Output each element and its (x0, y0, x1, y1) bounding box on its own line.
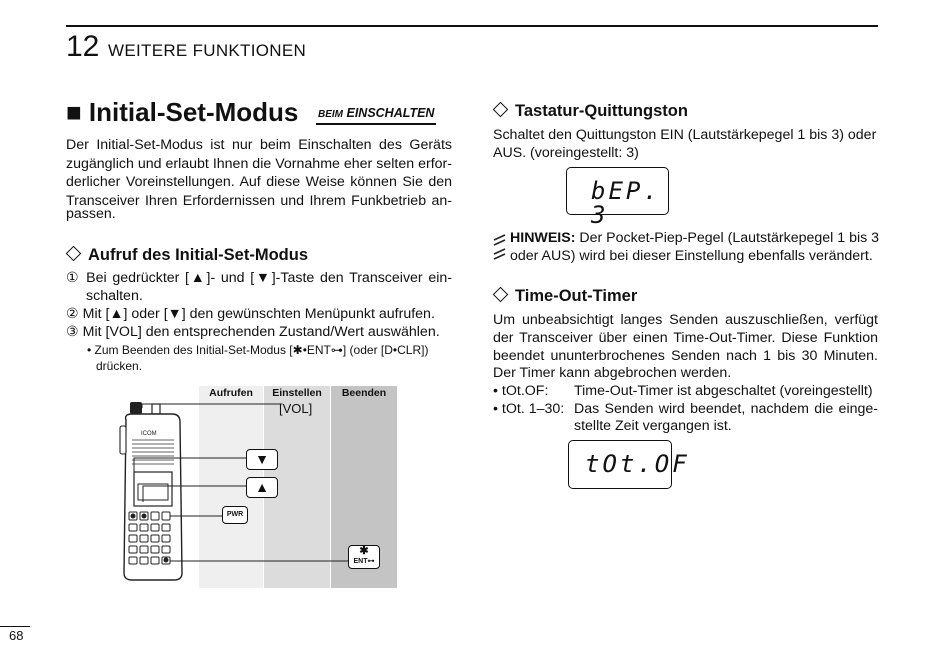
intro-line-1: Der Initial-Set-Modus ist nur beim Einschalten des Geräts (66, 137, 452, 153)
aufruf-step-3: ③ Mit [VOL] den entsprechenden Zustand/Wert auswählen. (66, 324, 440, 340)
intro-line-4: Transceiver Ihren Erfordernissen und Ihrem Funkbetrieb an- (66, 192, 452, 209)
timeout-option-2-key: • tOt. 1–30: (493, 401, 565, 417)
aufruf-heading (66, 245, 308, 265)
beep-lcd (566, 167, 669, 229)
aufruf-step-1a: ① Bei gedrückter [▲]- und [▼]-Taste den Transceiver ein- (66, 270, 452, 286)
vol-label: [VOL] (279, 401, 313, 416)
page-number-rule (0, 626, 30, 627)
column-beenden-label: Beenden (341, 387, 387, 399)
diamond-icon (66, 246, 82, 262)
tastatur-line-1: Schaltet den Quittungston EIN (Lautstärkepegel 1 bis 3) oder (493, 127, 877, 143)
timeout-lcd-text: tOt.OF (585, 450, 690, 478)
aufruf-note-b: drücken. (96, 359, 143, 373)
down-key: ▼ (246, 449, 278, 470)
aufruf-note-a: • Zum Beenden des Initial-Set-Modus [✱•ENT⊶] (oder [D•CLR]) (87, 343, 429, 357)
page-number: 68 (9, 628, 24, 643)
timeout-line-4: Der Timer kann abgebrochen werden. (493, 365, 732, 381)
column-aufrufen-label: Aufrufen (209, 387, 253, 399)
tastatur-heading (493, 101, 688, 121)
section-title: ■ Initial-Set-Modus (66, 97, 299, 127)
chapter-title: WEITERE FUNKTIONEN (108, 41, 307, 60)
section-badge (316, 106, 436, 125)
timeout-option-1-desc: Time-Out-Timer ist abgeschaltet (voreingestellt) (574, 383, 873, 399)
hint-icon (493, 234, 506, 260)
ent-key-symbol: ✱ (359, 545, 369, 557)
tastatur-title: Tastatur-Quittungston (515, 102, 688, 120)
hint-label: HINWEIS: (510, 230, 576, 246)
callout-lines (112, 398, 352, 568)
hint-line-1 (510, 229, 879, 248)
timeout-heading (493, 286, 637, 306)
badge-main: EINSCHALTEN (346, 106, 435, 120)
timeout-option-2-desc-a: Das Senden wird beendet, nachdem die einge- (574, 401, 878, 417)
tastatur-line-2: AUS. (voreingestellt: 3) (493, 145, 639, 161)
aufruf-step-1b: schalten. (86, 288, 143, 304)
diamond-icon (493, 102, 509, 118)
intro-line-5: passen. (66, 206, 116, 222)
timeout-title: Time-Out-Timer (515, 287, 638, 305)
hint-line-2: oder AUS) wird bei dieser Einstellung ebenfalls verändert. (510, 248, 873, 264)
brand-logo: ICOM (141, 431, 157, 437)
beep-lcd-text: bEP. 3 (591, 177, 661, 229)
aufruf-title: Aufruf des Initial-Set-Modus (88, 246, 308, 264)
diamond-icon (493, 287, 509, 303)
pwr-key: PWR (222, 506, 248, 524)
header-rule (66, 25, 878, 27)
chapter-number: 12 (66, 30, 100, 63)
timeout-line-3: beendet ununterbrochenes Senden nach 1 bis 30 Minuten. (493, 348, 878, 364)
ent-key (348, 545, 380, 569)
column-einstellen-label: Einstellen (272, 387, 322, 399)
timeout-line-2: der Transceiver über einen Time-Out-Timer. Diese Funktion (493, 330, 878, 346)
up-key: ▲ (246, 477, 278, 498)
timeout-option-1-key: • tOt.OF: (493, 383, 549, 399)
timeout-option-2-desc-b: stellte Zeit vergangen ist. (574, 418, 732, 434)
timeout-line-1: Um unbeabsichtigt langes Senden auszuschließen, verfügt (493, 312, 878, 328)
aufruf-step-2: ② Mit [▲] oder [▼] den gewünschten Menüpunkt aufrufen. (66, 306, 435, 322)
badge-prefix: BEIM (318, 109, 343, 120)
intro-line-3: derlicher Voreinstellungen. Auf diese Weise können Sie den (66, 174, 452, 190)
intro-line-2: zugänglich und erlaubt Ihnen die Vornahme eher selten erfor- (66, 155, 452, 172)
ent-key-label: ENT⊶ (353, 558, 375, 565)
timeout-lcd (568, 440, 690, 489)
hint-text-1: Der Pocket-Piep-Pegel (Lautstärkepegel 1 bis 3 (575, 230, 880, 246)
